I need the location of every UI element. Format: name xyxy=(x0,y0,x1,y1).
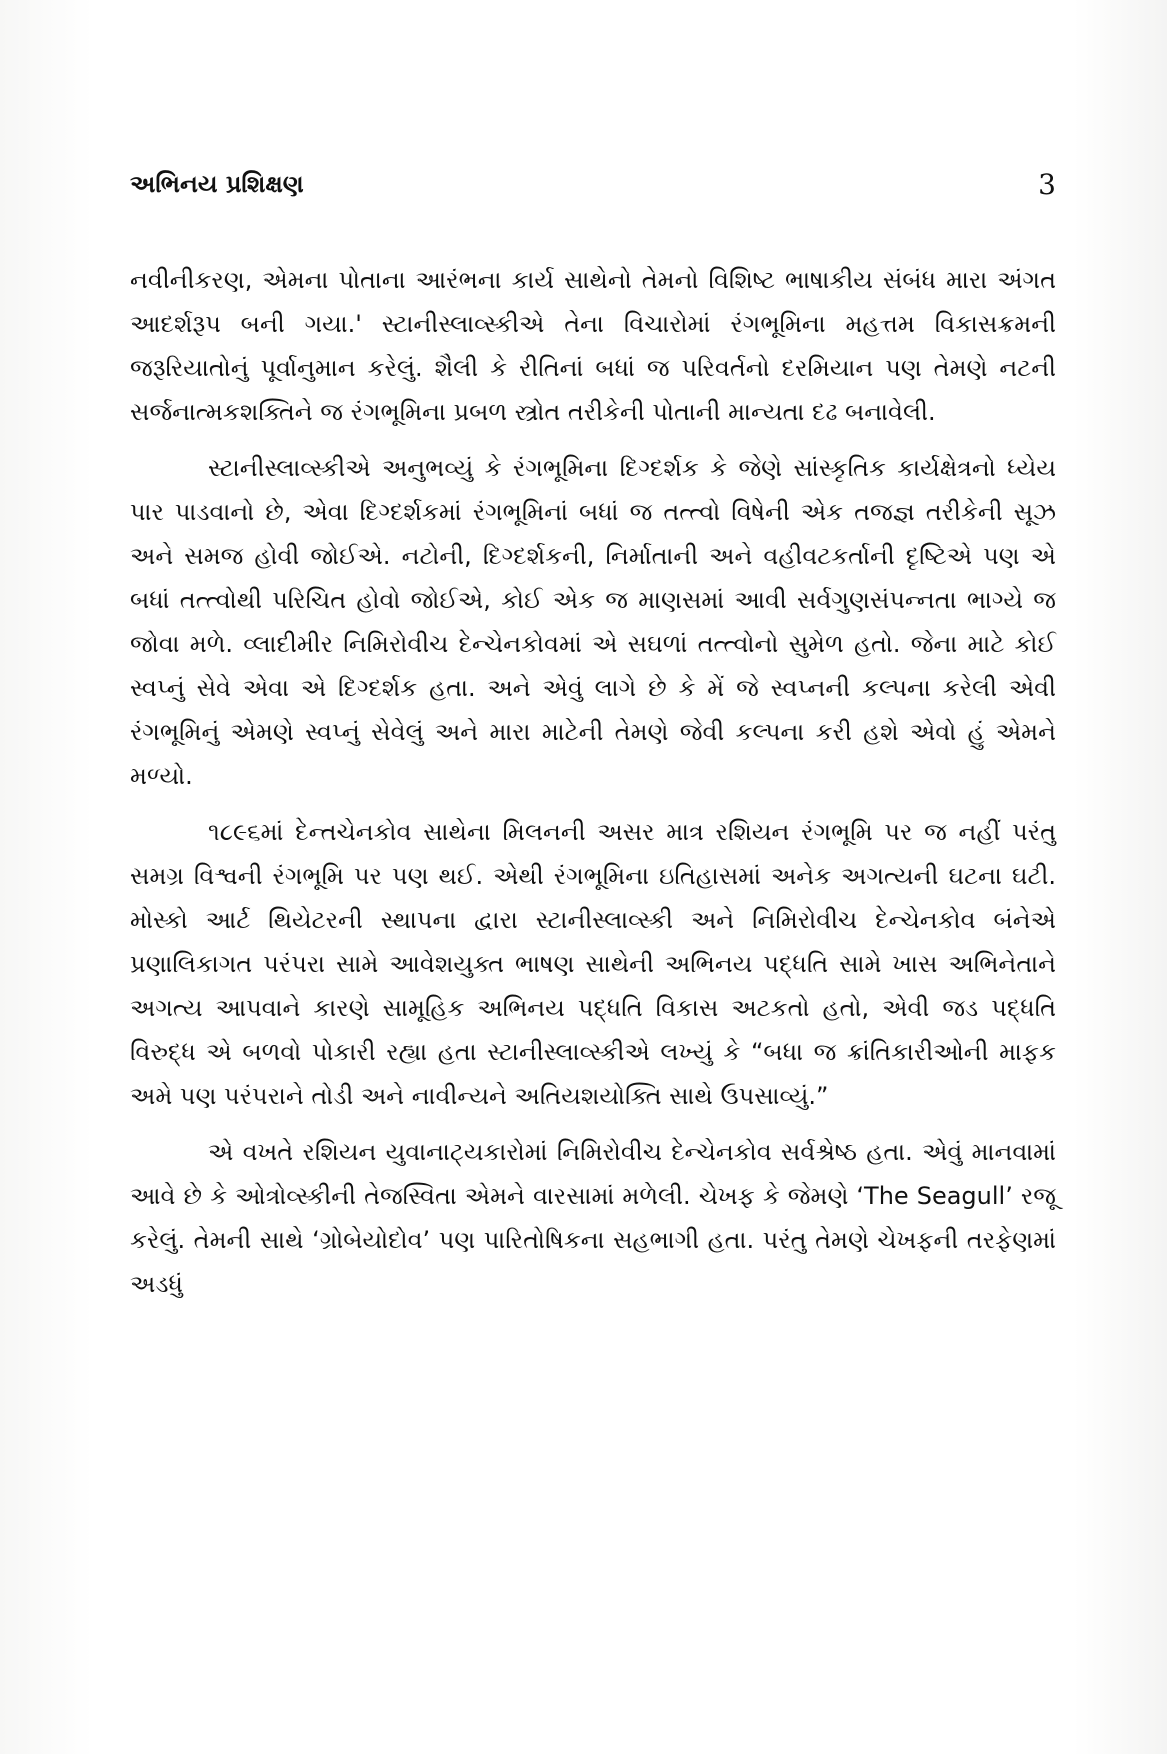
running-head: અભિનય પ્રશિક્ષણ xyxy=(130,170,304,198)
paragraph-3: ૧૮૯૬માં દેન્તચેનકોવ સાથેના મિલનની અસર માત્ર રશિયન રંગભૂમિ પર જ નહીં પરંતુ સમગ્ર વિશ્વની રંગભૂમિ પર પણ થઈ. એથી રંગભૂમિના ઇતિહાસમાં અનેક અગત્યની ઘટના ઘટી. મોસ્કો આર્ટ થિયેટરની સ્થાપના દ્વારા સ્ટાનીસ્લાવ્સ્કી અને નિમિરોવીચ દેન્ચેનકોવ બંનેએ પ્રણાલિકાગત પરંપરા સામે આવેશયુક્ત ભાષણ સાથેની અભિનય પદ્ધતિ સામે ખાસ અભિનેતાને અગત્ય આપવાને કારણે સામૂહિક અભિનય પદ્ધતિ વિકાસ અટકતો હતો, એવી જડ પદ્ધતિ વિરુદ્ધ એ બળવો પોકારી રહ્યા હતા સ્ટાનીસ્લાવ્સ્કીએ લખ્યું કે “બધા જ ક્રાંતિકારીઓની માફક અમે પણ પરંપરાને તોડી અને નાવીન્યને અતિયશયોક્તિ સાથે ઉપસાવ્યું.” xyxy=(130,818,1056,1110)
paragraph-1: નવીનીકરણ, એમના પોતાના આરંભના કાર્ય સાથેનો તેમનો વિશિષ્ટ ભાષાકીય સંબંધ મારા અંગત આદર્શરૂપ બની ગયા.' સ્ટાનીસ્લાવ્સ્કીએ તેના વિચારોમાં રંગભૂમિના મહત્તમ વિકાસક્રમની જરૂરિયાતોનું પૂર્વાનુમાન કરેલું. શૈલી કે રીતિનાં બધાં જ પરિવર્તનો દરમિયાન પણ તેમણે નટની સર્જનાત્મકશક્તિને જ રંગભૂમિના પ્રબળ સ્ત્રોત તરીકેની પોતાની માન્યતા દઢ બનાવેલી. xyxy=(130,266,1056,426)
body-text xyxy=(130,258,1056,1306)
page-number: 3 xyxy=(1038,168,1056,201)
paragraph-4: એ વખતે રશિયન યુવાનાટ્યકારોમાં નિમિરોવીચ દેન્ચેનકોવ સર્વશ્રેષ્ઠ હતા. એવું માનવામાં આવે છે કે ઓત્રોવ્સ્કીની તેજસ્વિતા એમને વારસામાં મળેલી. ચેખફ કે જેમણે ‘The Seagull’ રજૂ કરેલું. તેમની સાથે ‘ગ્રોબેયોદોવ’ પણ પારિતોષિકના સહભાગી હતા. પરંતુ તેમણે ચેખફની તરફેણમાં અડધું xyxy=(130,1138,1056,1298)
paragraph-2: સ્ટાનીસ્લાવ્સ્કીએ અનુભવ્યું કે રંગભૂમિના દિગ્દર્શક કે જેણે સાંસ્કૃતિક કાર્યક્ષેત્રનો ધ્યેય પાર પાડવાનો છે, એવા દિગ્દર્શકમાં રંગભૂમિનાં બધાં જ તત્ત્વો વિષેની એક તજજ્ઞ તરીકેની સૂઝ અને સમજ હોવી જોઈએ. નટોની, દિગ્દર્શકની, નિર્માતાની અને વહીવટકર્તાની દૃષ્ટિએ પણ એ બધાં તત્ત્વોથી પરિચિત હોવો જોઈએ, કોઈ એક જ માણસમાં આવી સર્વગુણસંપન્નતા ભાગ્યે જ જોવા મળે. વ્લાદીમીર નિમિરોવીચ દેન્ચેનકોવમાં એ સઘળાં તત્ત્વોનો સુમેળ હતો. જેના માટે કોઈ સ્વપ્નું સેવે એવા એ દિગ્દર્શક હતા. અને એવું લાગે છે કે મેં જે સ્વપ્નની કલ્પના કરેલી એવી રંગભૂમિનું એમણે સ્વપ્નું સેવેલું અને મારા માટેની તેમણે જેવી કલ્પના કરી હશે એવો હું એમને મળ્યો. xyxy=(130,454,1056,790)
